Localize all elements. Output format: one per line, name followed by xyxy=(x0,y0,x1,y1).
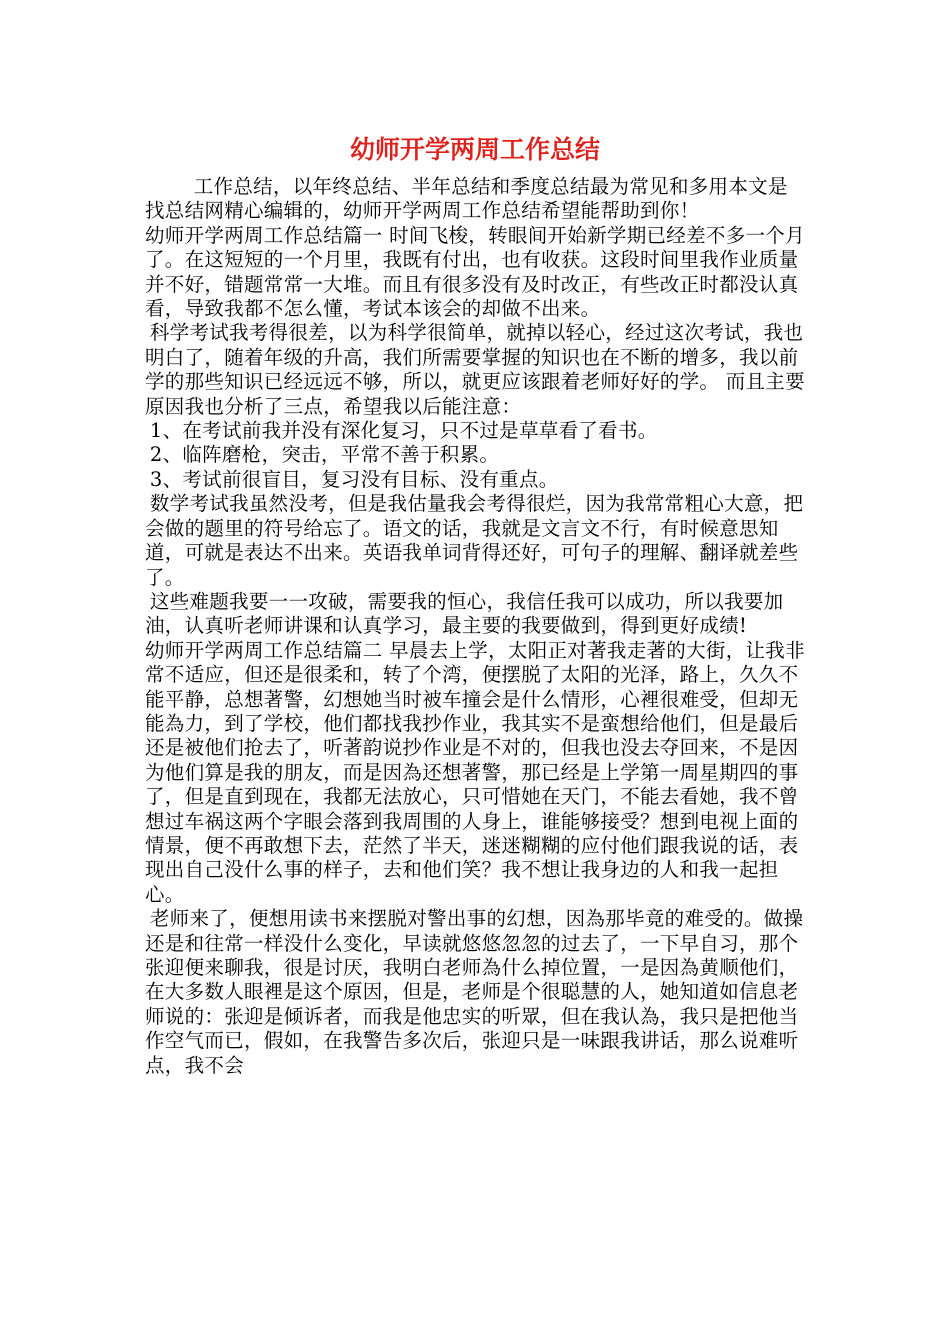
list-item-3: 3、考试前很盲目，复习没有目标、没有重点。 xyxy=(149,467,559,491)
list-item-1: 1、在考试前我并没有深化复习，只不过是草草看了看书。 xyxy=(149,419,658,443)
paragraph-part-one: 幼师开学两周工作总结篇一 时间飞梭，转眼间开始新学期已经差不多一个月了。在这短短的一个月里，我既有付出，也有收获。这段时间里我作业质量并不好，错题常常一大堆。而且有很多没有及时改正，有些改正时都没认真看，导致我都不怎么懂，考试本该会的却做不出来。 xyxy=(145,223,805,321)
document-body xyxy=(145,175,805,1078)
paragraph-resolution: 这些难题我要一一攻破，需要我的恒心，我信任我可以成功，所以我要加油，认真听老师讲课和认真学习，最主要的我要做到，得到更好成绩! xyxy=(145,589,784,638)
document-title: 幼师开学两周工作总结 xyxy=(349,135,600,164)
paragraph-science-exam: 科学考试我考得很差，以为科学很简单，就掉以轻心，经过这次考试，我也明白了，随着年级的升高，我们所需要掌握的知识也在不断的增多，我以前学的那些知识已经远远不够，所以，就更应该跟着老师好好的学。 而且主要原因我也分析了三点，希望我以后能注意： xyxy=(145,321,805,418)
list-item-2: 2、临阵磨枪，突击，平常不善于积累。 xyxy=(149,443,500,467)
paragraph-math-exam: 数学考试我虽然没考，但是我估量我会考得很烂，因为我常常粗心大意，把会做的题里的符号给忘了。语文的话，我就是文言文不行，有时候意思知道，可就是表达不出来。英语我单词背得还好，可句子的理解、翻译就差些了。 xyxy=(145,492,804,589)
paragraph-teacher-came: 老师来了，便想用读书来摆脱对警出事的幻想，因為那毕竟的难受的。做操还是和往常一样没什么变化，早读就悠悠忽忽的过去了，一下早自习，那个张迎便来聊我，很是讨厌，我明白老师為什么掉位置，一是因為黄顺他们，在大多数人眼裡是这个原因，但是，老师是个很聪慧的人，她知道如信息老师说的：张迎是倾诉者，而我是他忠实的听眾，但在我认為，我只是把他当作空气而已，假如，在我警告多次后，张迎只是一味跟我讲话，那么说难听点，我不会 xyxy=(145,907,804,1077)
paragraph-part-two: 幼师开学两周工作总结篇二 早晨去上学，太阳正对著我走著的大街，让我非常不适应，但还是很柔和，转了个湾，便摆脱了太阳的光泽，路上，久久不能平静，总想著警，幻想她当时被车撞会是什么情形，心裡很难受，但却无能為力，到了学校，他们都找我抄作业，我其实不是蛮想给他们，但是最后还是被他们抢去了，听著韵说抄作业是不对的，但我也没去夺回来，不是因为他们算是我的朋友，而是因為还想著警，那已经是上学第一周星期四的事了，但是直到现在，我都无法放心，只可惜她在天门，不能去看她，我不曾想过车祸这两个字眼会落到我周围的人身上，谁能够接受？想到电视上面的情景，便不再敢想下去，茫然了半天，迷迷糊糊的应付他们跟我说的话，表现出自己没什么事的样子，去和他们笑？我不想让我身边的人和我一起担心。 xyxy=(145,638,805,906)
paragraph-intro: 工作总结，以年终总结、半年总结和季度总结最为常见和多用本文是找总结网精心编辑的，幼师开学两周工作总结希望能帮助到你！ xyxy=(145,175,788,223)
